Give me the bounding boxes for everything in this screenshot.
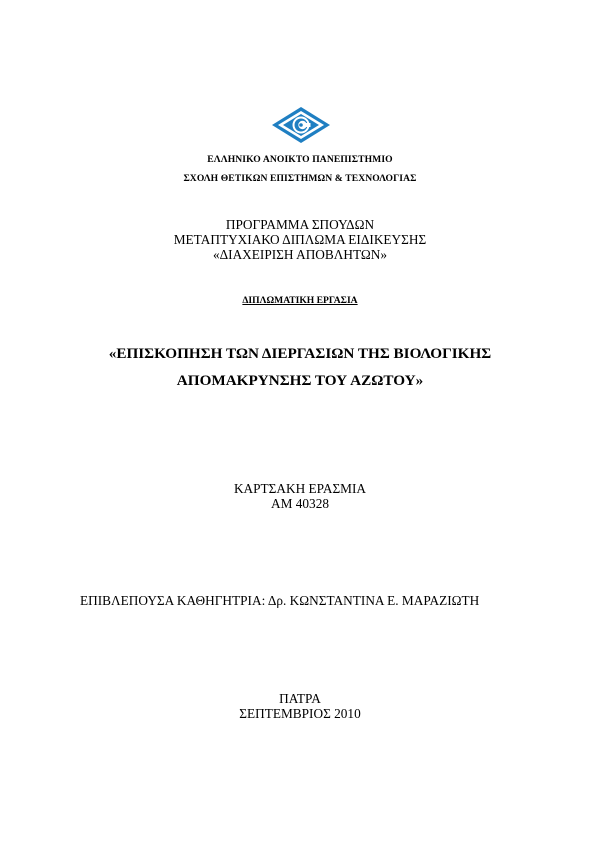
- thesis-label: ΔΙΠΛΩΜΑΤΙΚΗ ΕΡΓΑΣΙΑ: [242, 295, 358, 306]
- program-line-1: ΠΡΟΓΡΑΜΜΑ ΣΠΟΥΔΩΝ: [225, 217, 375, 232]
- program-line-2: ΜΕΤΑΠΤΥΧΙΑΚΟ ΔΙΠΛΩΜΑ ΕΙΔΙΚΕΥΣΗΣ: [173, 232, 427, 247]
- thesis-title-line-1: «ΕΠΙΣΚΟΠΗΣΗ ΤΩΝ ΔΙΕΡΓΑΣΙΩΝ ΤΗΣ ΒΙΟΛΟΓΙΚΗΣ: [108, 345, 492, 362]
- student-id: ΑΜ 40328: [271, 496, 329, 511]
- author-name: ΚΑΡΤΣΑΚΗ ΕΡΑΣΜΙΑ: [233, 481, 367, 496]
- school-name: ΣΧΟΛΗ ΘΕΤΙΚΩΝ ΕΠΙΣΤΗΜΩΝ & ΤΕΧΝΟΛΟΓΙΑΣ: [183, 173, 417, 184]
- university-name: ΕΛΛΗΝΙΚΟ ΑΝΟΙΚΤΟ ΠΑΝΕΠΙΣΤΗΜΙΟ: [207, 154, 393, 165]
- program-line-3: «ΔΙΑΧΕΙΡΙΣΗ ΑΠΟΒΛΗΤΩΝ»: [212, 247, 388, 262]
- thesis-title-line-2: ΑΠΟΜΑΚΡΥΝΣΗΣ ΤΟΥ ΑΖΩΤΟΥ»: [176, 372, 424, 389]
- date: ΣΕΠΤΕΜΒΡΙΟΣ 2010: [239, 706, 361, 721]
- city: ΠΑΤΡΑ: [279, 691, 321, 706]
- university-logo-icon: [271, 106, 331, 144]
- supervisor-line: ΕΠΙΒΛΕΠΟΥΣΑ ΚΑΘΗΓΗΤΡΙΑ: Δρ. ΚΩΝΣΤΑΝΤΙΝΑ Ε. ΜΑΡΑΖΙΩΤΗ: [80, 593, 480, 608]
